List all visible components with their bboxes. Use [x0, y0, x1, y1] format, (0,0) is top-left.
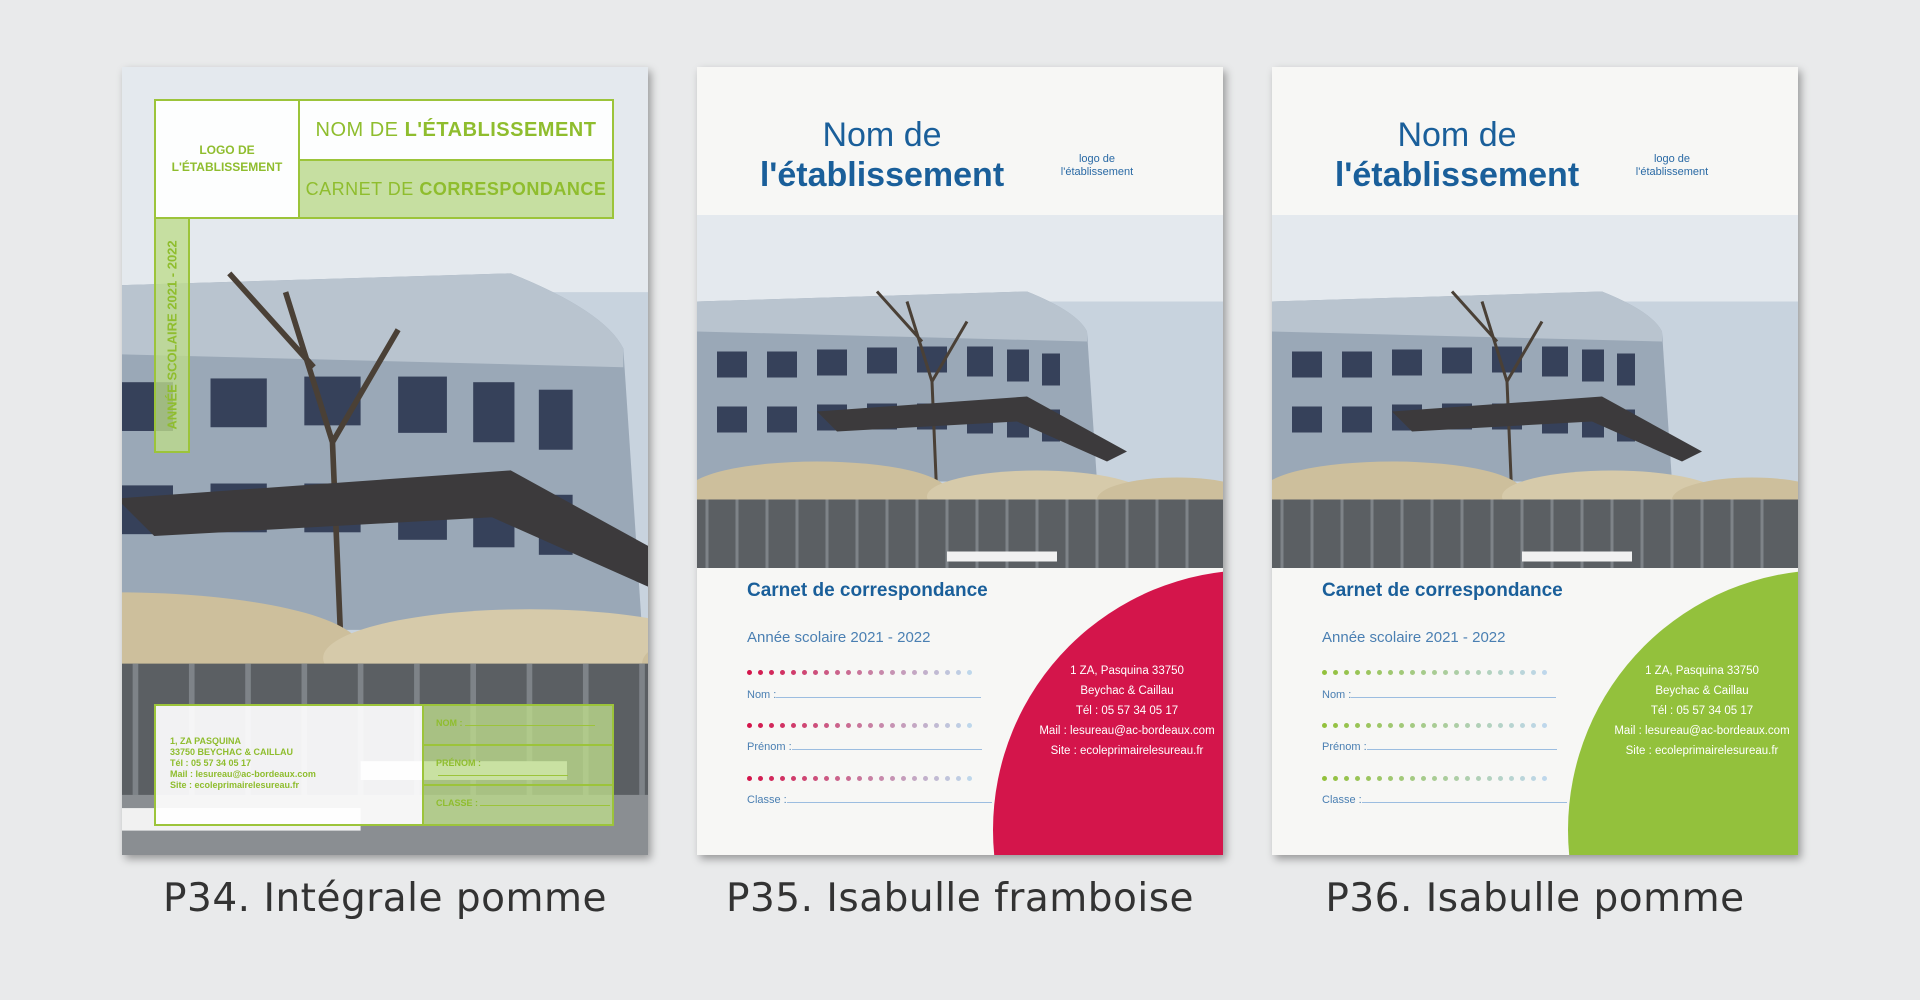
school-year: Année scolaire 2021 - 2022: [1322, 629, 1506, 646]
dot: [901, 723, 906, 728]
caption-p36: P36. Isabulle pomme: [1325, 876, 1745, 921]
dot: [1498, 776, 1503, 781]
dot: [747, 776, 752, 781]
dot: [1344, 670, 1349, 675]
dot: [758, 723, 763, 728]
dot: [1421, 776, 1426, 781]
school-name: Nom de l'établissement: [1334, 116, 1580, 194]
dot: [879, 723, 884, 728]
dot: [1498, 670, 1503, 675]
dot: [1454, 670, 1459, 675]
dot: [769, 776, 774, 781]
dot: [923, 723, 928, 728]
dot: [1520, 776, 1525, 781]
school-name: NOM DE L'ÉTABLISSEMENT: [298, 99, 614, 161]
carnet-title: CARNET DE CORRESPONDANCE: [298, 159, 614, 219]
dot: [857, 776, 862, 781]
dot: [890, 776, 895, 781]
dot: [758, 670, 763, 675]
dot: [934, 723, 939, 728]
dot: [846, 670, 851, 675]
dot: [1487, 776, 1492, 781]
dot: [1531, 723, 1536, 728]
field-prenom: Prénom :: [1322, 741, 1557, 753]
dot: [956, 776, 961, 781]
dot: [923, 670, 928, 675]
dot: [1355, 670, 1360, 675]
dot: [846, 723, 851, 728]
dot: [1366, 723, 1371, 728]
field-classe: CLASSE :: [422, 784, 614, 826]
dot: [1388, 670, 1393, 675]
carnet-title: Carnet de correspondance: [1322, 580, 1563, 601]
school-name: Nom de l'établissement: [759, 116, 1005, 194]
dot: [1410, 670, 1415, 675]
dot: [1377, 776, 1382, 781]
dot-row: [747, 723, 977, 729]
dot: [1520, 723, 1525, 728]
dot: [1399, 723, 1404, 728]
address-block: 1 ZA, Pasquina 33750 Beychac & Caillau Tél : 05 57 34 05 17 Mail : lesureau@ac-bordeaux.com Site : ecoleprimairelesureau.fr: [1614, 665, 1790, 757]
dot: [802, 723, 807, 728]
dot-row: [747, 776, 977, 782]
dot: [1498, 723, 1503, 728]
dot: [802, 776, 807, 781]
field-classe: Classe :: [747, 794, 992, 806]
caption-p34: P34. Intégrale pomme: [163, 876, 607, 921]
dot: [1443, 776, 1448, 781]
cover-isabulle-framboise: [697, 67, 1223, 855]
dot: [857, 723, 862, 728]
dot: [1421, 723, 1426, 728]
dot-row: [1322, 670, 1552, 676]
dot: [1487, 670, 1492, 675]
dot-row: [1322, 723, 1552, 729]
dot: [769, 670, 774, 675]
cover-integrale-pomme: [122, 67, 648, 855]
dot: [1531, 670, 1536, 675]
dot: [912, 670, 917, 675]
dot: [1542, 723, 1547, 728]
dot-row: [1322, 776, 1552, 782]
dot: [1344, 723, 1349, 728]
dot: [1520, 670, 1525, 675]
dot: [967, 670, 972, 675]
dot: [1355, 776, 1360, 781]
address-block: 1 ZA, Pasquina 33750 Beychac & Caillau Tél : 05 57 34 05 17 Mail : lesureau@ac-bordeaux.com Site : ecoleprimairelesureau.fr: [1039, 665, 1215, 757]
dot: [1509, 723, 1514, 728]
dot: [967, 776, 972, 781]
dot: [1476, 776, 1481, 781]
logo-placeholder: logo de l'établissement: [1635, 153, 1709, 178]
dot: [1421, 670, 1426, 675]
carnet-title: Carnet de correspondance: [747, 580, 988, 601]
dot: [912, 723, 917, 728]
dot: [1322, 670, 1327, 675]
dot: [1388, 723, 1393, 728]
dot: [1476, 723, 1481, 728]
field-prenom: PRÉNOM :: [422, 744, 614, 786]
school-year-vertical: ANNÉE SCOLAIRE 2021 - 2022: [154, 217, 190, 453]
dot: [1465, 723, 1470, 728]
dot: [956, 723, 961, 728]
dot: [1432, 723, 1437, 728]
dot: [1377, 723, 1382, 728]
dot: [758, 776, 763, 781]
dot: [890, 723, 895, 728]
dot: [1388, 776, 1393, 781]
field-prenom: Prénom :: [747, 741, 982, 753]
dot: [835, 776, 840, 781]
field-nom: Nom :: [1322, 689, 1556, 701]
dot: [857, 670, 862, 675]
dot: [802, 670, 807, 675]
dot: [824, 776, 829, 781]
dot: [1531, 776, 1536, 781]
dot: [1322, 776, 1327, 781]
dot: [934, 670, 939, 675]
dot: [747, 723, 752, 728]
dot: [967, 723, 972, 728]
dot: [1410, 776, 1415, 781]
dot: [1399, 776, 1404, 781]
dot: [813, 723, 818, 728]
dot: [846, 776, 851, 781]
dot: [791, 723, 796, 728]
dot: [1399, 670, 1404, 675]
dot: [912, 776, 917, 781]
dot: [1366, 776, 1371, 781]
school-photo: [697, 215, 1223, 568]
dot: [1509, 670, 1514, 675]
dot: [791, 670, 796, 675]
dot: [1465, 670, 1470, 675]
dot-row: [747, 670, 977, 676]
dot: [824, 670, 829, 675]
dot: [901, 776, 906, 781]
dot: [1355, 723, 1360, 728]
dot: [945, 776, 950, 781]
school-year: Année scolaire 2021 - 2022: [747, 629, 931, 646]
dot: [1377, 670, 1382, 675]
field-nom: Nom :: [747, 689, 981, 701]
dot: [1333, 670, 1338, 675]
dot: [1432, 776, 1437, 781]
field-classe: Classe :: [1322, 794, 1567, 806]
dot: [835, 723, 840, 728]
dot: [769, 723, 774, 728]
school-photo: [1272, 215, 1798, 568]
dot: [868, 723, 873, 728]
dot: [1432, 670, 1437, 675]
field-nom: NOM :: [422, 704, 614, 746]
dot: [1344, 776, 1349, 781]
dot: [890, 670, 895, 675]
dot: [1454, 776, 1459, 781]
dot: [813, 670, 818, 675]
dot: [1410, 723, 1415, 728]
dot: [956, 670, 961, 675]
dot: [1465, 776, 1470, 781]
dot: [1487, 723, 1492, 728]
dot: [1322, 723, 1327, 728]
dot: [945, 723, 950, 728]
dot: [1443, 670, 1448, 675]
dot: [1476, 670, 1481, 675]
dot: [879, 670, 884, 675]
dot: [1333, 723, 1338, 728]
caption-p35: P35. Isabulle framboise: [725, 876, 1195, 921]
dot: [923, 776, 928, 781]
dot: [835, 670, 840, 675]
dot: [824, 723, 829, 728]
dot: [1333, 776, 1338, 781]
dot: [934, 776, 939, 781]
dot: [747, 670, 752, 675]
logo-placeholder: LOGO DE L'ÉTABLISSEMENT: [154, 99, 300, 219]
cover-isabulle-pomme: [1272, 67, 1798, 855]
dot: [780, 670, 785, 675]
dot: [780, 776, 785, 781]
dot: [945, 670, 950, 675]
dot: [1542, 776, 1547, 781]
logo-placeholder: logo de l'établissement: [1060, 153, 1134, 178]
dot: [868, 776, 873, 781]
dot: [780, 723, 785, 728]
dot: [1542, 670, 1547, 675]
dot: [813, 776, 818, 781]
dot: [1443, 723, 1448, 728]
dot: [791, 776, 796, 781]
dot: [1366, 670, 1371, 675]
dot: [1509, 776, 1514, 781]
dot: [868, 670, 873, 675]
address-block: 1, ZA PASQUINA 33750 BEYCHAC & CAILLAU Tél : 05 57 34 05 17 Mail : lesureau@ac-bordeaux.com Site : ecoleprimairelesureau.fr: [154, 704, 424, 826]
dot: [901, 670, 906, 675]
dot: [1454, 723, 1459, 728]
dot: [879, 776, 884, 781]
